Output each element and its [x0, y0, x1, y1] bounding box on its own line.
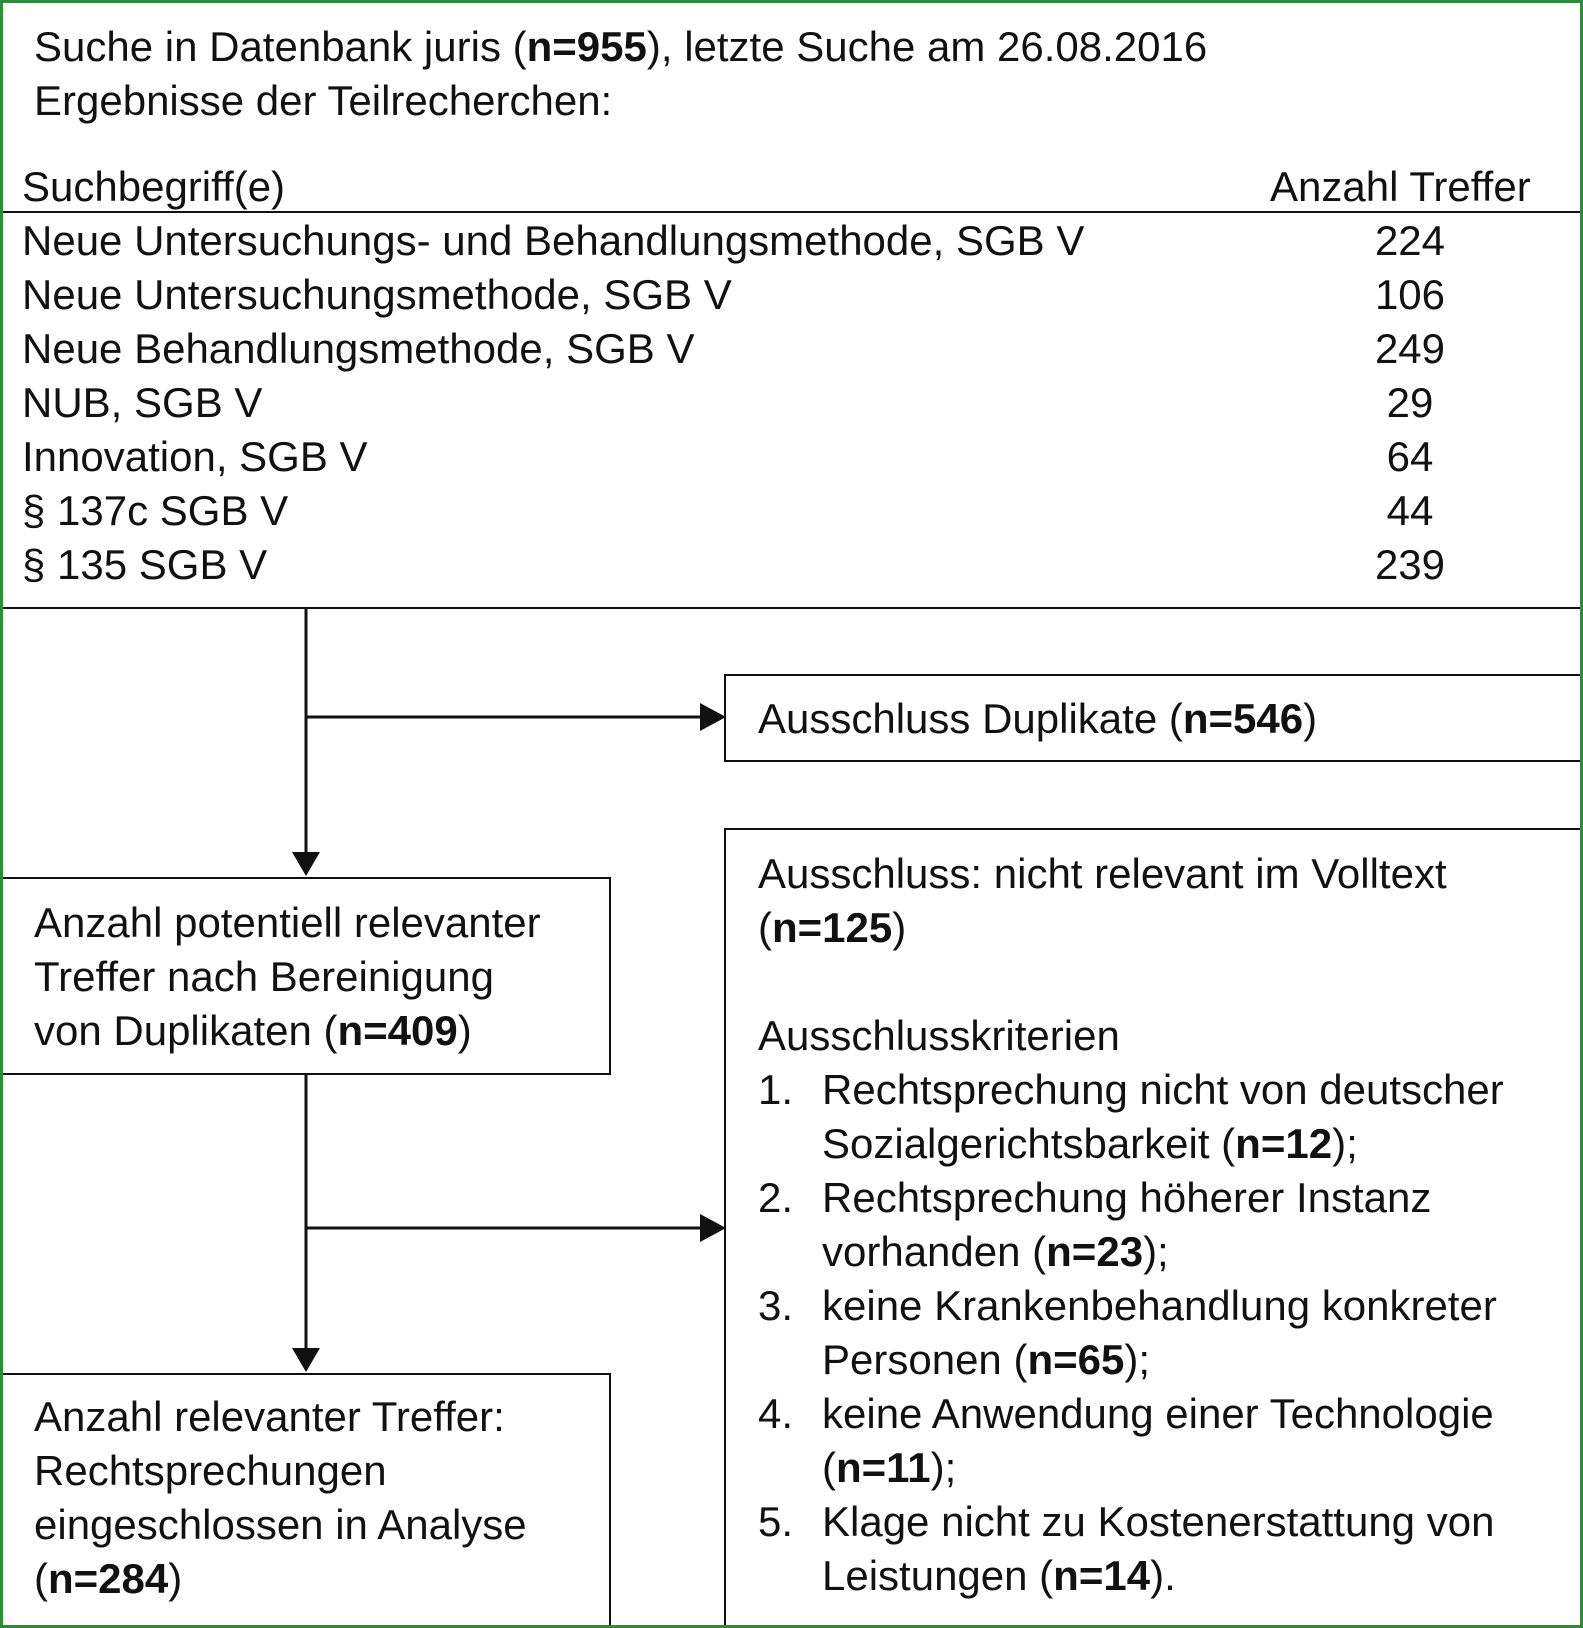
relevant-prefix: (	[34, 1555, 48, 1602]
arrowhead-right-2	[700, 1214, 726, 1242]
arrowhead-right-1	[700, 703, 726, 731]
column-header-term: Suchbegriff(e)	[22, 163, 286, 210]
criteria-item-line-2	[822, 1225, 1169, 1279]
criteria-item-count: n=14	[1053, 1552, 1151, 1599]
criteria-item-prefix: vorhanden (	[822, 1228, 1047, 1275]
criteria-item-line-1	[758, 1279, 1497, 1333]
criteria-item-number: 1.	[758, 1066, 794, 1113]
table-row-term: Neue Behandlungsmethode, SGB V	[22, 325, 695, 372]
relevant-suffix: )	[168, 1555, 183, 1602]
duplicates-suffix: )	[1303, 695, 1318, 742]
criteria-item-suffix: );	[1332, 1120, 1358, 1167]
table-row-hits: 44	[1386, 487, 1434, 534]
criteria-item-text: keine Krankenbehandlung konkreter	[822, 1282, 1497, 1329]
criteria-item-line-2	[822, 1441, 956, 1495]
table-row-hits: 64	[1386, 433, 1434, 480]
criteria-item-prefix: Leistungen (	[822, 1552, 1054, 1599]
relevant-line-3: eingeschlossen in Analyse	[34, 1501, 527, 1548]
arrowhead-down-2	[292, 1348, 320, 1372]
table-row-hits: 249	[1374, 325, 1446, 372]
criteria-item-text: Rechtsprechung höherer Instanz	[822, 1174, 1432, 1221]
potential-line-2: Treffer nach Bereinigung	[34, 953, 494, 1000]
criteria-item-number: 4.	[758, 1390, 794, 1437]
criteria-item-prefix: (	[822, 1444, 836, 1491]
potential-suffix: )	[457, 1007, 472, 1054]
relevant-line-4	[34, 1552, 182, 1606]
table-row-term: Neue Untersuchungs- und Behandlungsmethode, SGB V	[22, 217, 1085, 264]
criteria-item-line-1	[758, 1495, 1494, 1549]
relevant-line-2: Rechtsprechungen	[34, 1447, 387, 1494]
criteria-item-suffix: );	[1143, 1228, 1169, 1275]
criteria-item-text: Rechtsprechung nicht von deutscher	[822, 1066, 1504, 1113]
fulltext-suffix: )	[892, 904, 907, 951]
potential-line-3-prefix: von Duplikaten (	[34, 1007, 338, 1054]
criteria-item-text: Klage nicht zu Kostenerstattung von	[822, 1498, 1495, 1545]
criteria-item-prefix: Personen (	[822, 1336, 1028, 1383]
table-row-term: § 137c SGB V	[22, 487, 289, 534]
table-row-term: NUB, SGB V	[22, 379, 263, 426]
relevant-count: n=284	[48, 1555, 169, 1602]
header-line-1-prefix: Suche in Datenbank juris (	[34, 23, 527, 70]
criteria-item-suffix: );	[1124, 1336, 1151, 1383]
criteria-item-suffix: );	[930, 1444, 957, 1491]
criteria-item-number: 3.	[758, 1282, 794, 1329]
potential-count: n=409	[337, 1007, 458, 1054]
potential-line-1: Anzahl potentiell relevanter	[34, 899, 541, 946]
criteria-item-suffix: ).	[1150, 1552, 1176, 1599]
criteria-item-number: 5.	[758, 1498, 794, 1545]
fulltext-line-1: Ausschluss: nicht relevant im Volltext	[758, 850, 1447, 897]
header-line-1-suffix: ), letzte Suche am 26.08.2016	[646, 23, 1208, 70]
criteria-item-count: n=11	[836, 1444, 931, 1491]
table-row-hits: 239	[1374, 541, 1446, 588]
arrowhead-down-1	[292, 852, 320, 876]
criteria-item-count: n=23	[1046, 1228, 1144, 1275]
fulltext-line-2	[758, 901, 906, 955]
criteria-item-prefix: Sozialgerichtsbarkeit (	[822, 1120, 1236, 1167]
fulltext-count: n=125	[772, 904, 893, 951]
duplicates-count: n=546	[1182, 695, 1304, 742]
table-row-hits: 224	[1374, 217, 1446, 264]
duplicates-exclusion-text	[758, 692, 1317, 746]
relevant-line-1: Anzahl relevanter Treffer:	[34, 1393, 505, 1440]
column-header-hits: Anzahl Treffer	[1270, 163, 1531, 210]
criteria-item-line-2	[822, 1117, 1358, 1171]
table-header-divider	[3, 211, 1580, 213]
criteria-item-count: n=12	[1235, 1120, 1333, 1167]
table-row-term: Neue Untersuchungsmethode, SGB V	[22, 271, 732, 318]
criteria-item-line-2	[822, 1333, 1150, 1387]
criteria-item-number: 2.	[758, 1174, 794, 1221]
potential-line-3	[34, 1004, 472, 1058]
criteria-title: Ausschlusskriterien	[758, 1012, 1120, 1059]
header-line-2: Ergebnisse der Teilrecherchen:	[34, 77, 613, 124]
criteria-item-text: keine Anwendung einer Technologie	[822, 1390, 1494, 1437]
criteria-item-line-1	[758, 1387, 1494, 1441]
table-row-hits: 29	[1386, 379, 1434, 426]
table-row-hits: 106	[1374, 271, 1446, 318]
duplicates-prefix: Ausschluss Duplikate (	[758, 695, 1183, 742]
table-row-term: Innovation, SGB V	[22, 433, 368, 480]
table-row-term: § 135 SGB V	[22, 541, 268, 588]
fulltext-prefix: (	[758, 904, 772, 951]
criteria-item-line-1	[758, 1171, 1431, 1225]
criteria-item-line-1	[758, 1063, 1504, 1117]
criteria-item-line-2	[822, 1549, 1176, 1603]
criteria-item-count: n=65	[1027, 1336, 1125, 1383]
header-total-count: n=955	[526, 23, 647, 70]
